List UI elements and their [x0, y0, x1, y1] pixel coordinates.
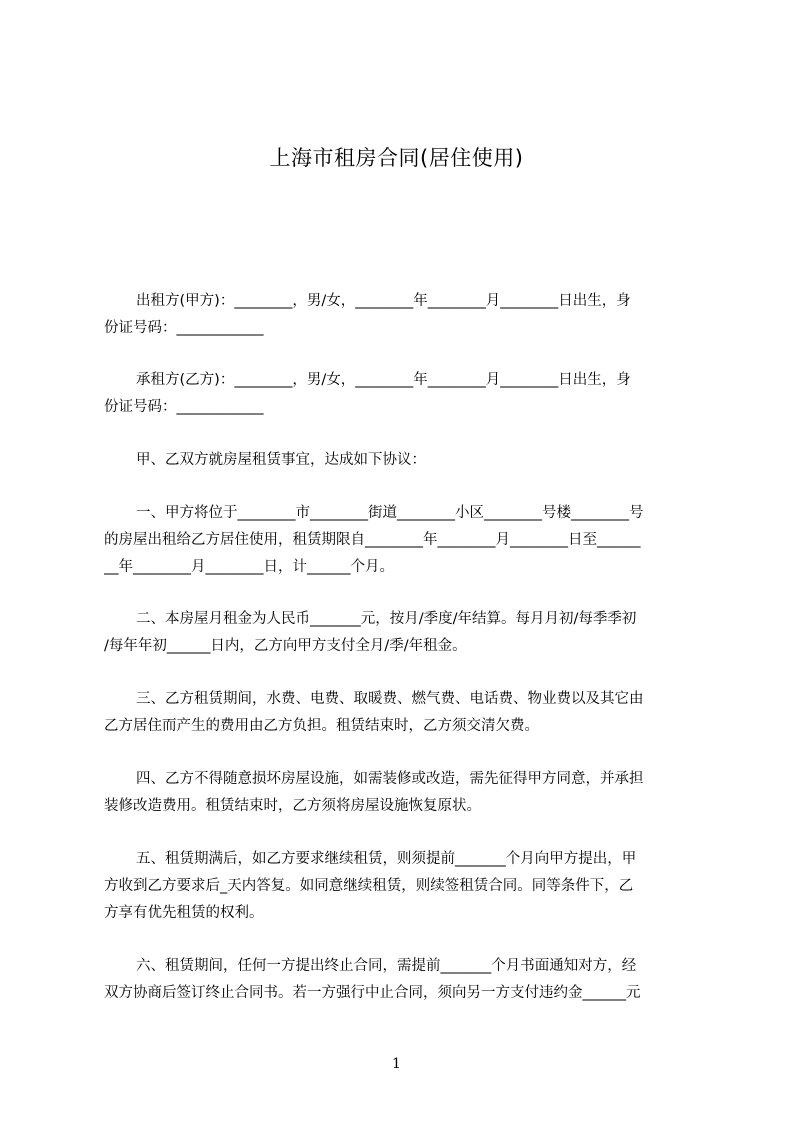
- page-number: 1: [392, 1056, 401, 1072]
- text-line: 三、乙方租赁期间，水费、电费、取暖费、燃气费、电话费、物业费以及其它由: [136, 691, 644, 707]
- text-line: 甲、乙双方就房屋租赁事宜，达成如下协议：: [136, 452, 426, 468]
- text-line: 五、租赁期满后，如乙方要求继续租赁，则须提前_______个月向甲方提出，甲: [136, 851, 637, 867]
- text-line: 的房屋出租给乙方居住使用，租赁期限自________年________月________日至______: [104, 532, 641, 548]
- document-title: 上海市租房合同(居住使用): [269, 146, 524, 170]
- text-line: 六、租赁期间，任何一方提出终止合同，需提前_______个月书面通知对方，经: [136, 958, 637, 974]
- clause-6: [104, 953, 700, 1007]
- text-line: 装修改造费用。租赁结束时，乙方须将房屋设施恢复原状。: [104, 798, 481, 814]
- text-line: 方享有优先租赁的权利。: [104, 905, 264, 921]
- text-line: /每年年初______日内，乙方向甲方支付全月/季/年租金。: [104, 638, 467, 654]
- agreement-intro-paragraph: [104, 447, 700, 474]
- text-line: 一、甲方将位于________市________街道________小区________号楼________号: [136, 505, 644, 521]
- text-line: 双方协商后签订终止合同书。若一方强行中止合同，须向另一方支付违约金______元: [104, 985, 641, 1001]
- clause-4: [104, 766, 700, 820]
- text-line: 份证号码：____________: [104, 320, 264, 336]
- text-line: 份证号码：____________: [104, 399, 264, 415]
- text-line: 乙方居住而产生的费用由乙方负担。租赁结束时，乙方须交清欠费。: [104, 718, 539, 734]
- text-line: 二、本房屋月租金为人民币_______元，按月/季度/年结算。每月月初/每季季初: [136, 611, 637, 627]
- clause-3: [104, 686, 700, 740]
- text-line: 承租方(乙方)：________，男/女，________年________月________日出生，身: [136, 372, 631, 388]
- text-line: 四、乙方不得随意损坏房屋设施，如需装修或改造，需先征得甲方同意，并承担: [136, 771, 644, 787]
- lessee-paragraph: [104, 367, 700, 421]
- text-line: __年________月________日，计______个月。: [104, 559, 394, 575]
- lessor-paragraph: [104, 288, 700, 342]
- clause-5: [104, 846, 700, 927]
- clause-2: [104, 606, 700, 660]
- clause-1: [104, 500, 700, 581]
- text-line: 方收到乙方要求后_天内答复。如同意继续租赁，则续签租赁合同。同等条件下，乙: [104, 878, 634, 894]
- text-line: 出租方(甲方)：________，男/女，________年________月________日出生，身: [136, 293, 631, 309]
